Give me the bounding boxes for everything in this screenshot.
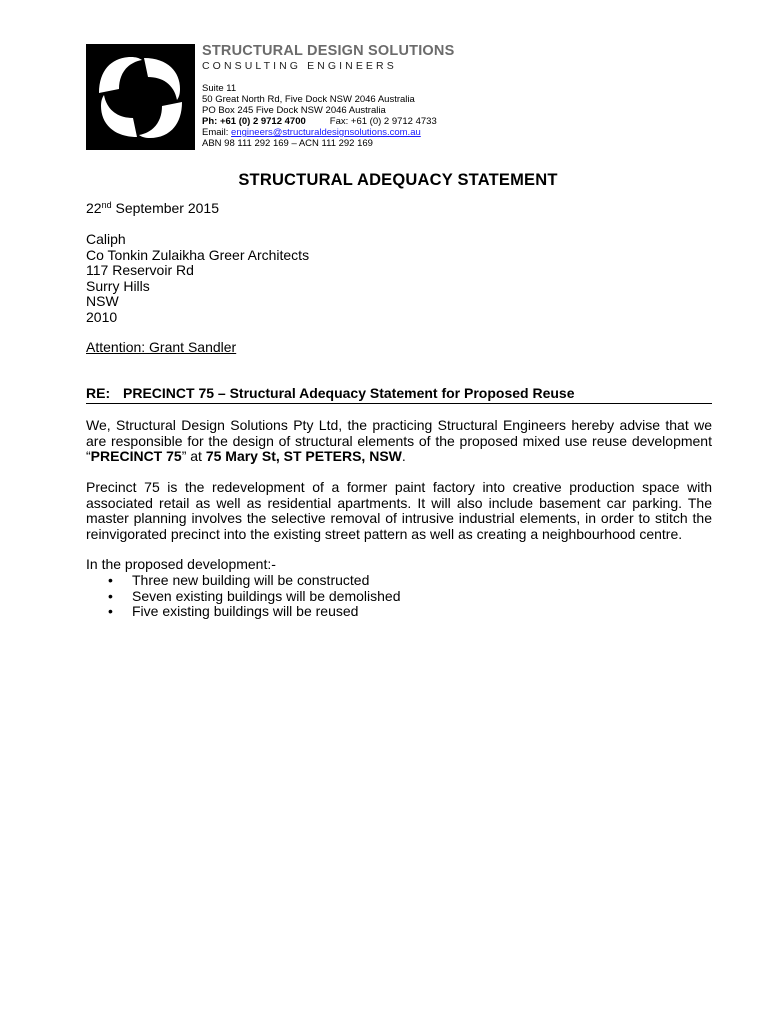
list-item-text: Seven existing buildings will be demolished	[132, 587, 401, 604]
company-address-block	[202, 83, 437, 149]
paragraph-description: Precinct 75 is the redevelopment of a former paint factory into creative production space with associated retail as well as residential apartments. It will also include basement car parking. The master planning involves the selective removal of intrusive industrial elements, in order to stitch the reinvigorated precinct into the existing street pattern as well as creating a neighbourhood centre.	[86, 479, 712, 542]
po-box-line: PO Box 245 Five Dock NSW 2046 Australia	[202, 105, 386, 116]
company-logo-icon	[86, 44, 195, 150]
date-rest: September 2015	[111, 200, 219, 216]
company-name: STRUCTURAL DESIGN SOLUTIONS	[202, 43, 455, 59]
subject-label: RE:	[86, 385, 111, 401]
email-line	[202, 127, 437, 138]
subject-line	[86, 386, 712, 404]
document-title: STRUCTURAL ADEQUACY STATEMENT	[238, 171, 558, 189]
recipient-line: Caliph	[86, 231, 126, 247]
fax-number: Fax: +61 (0) 2 9712 4733	[329, 116, 437, 127]
email-link[interactable]: engineers@structuraldesignsolutions.com.au	[231, 127, 421, 138]
bullet-icon: •	[108, 572, 113, 588]
project-name: PRECINCT 75	[90, 448, 182, 465]
street-address-line: 50 Great North Rd, Five Dock NSW 2046 Australia	[202, 94, 415, 105]
company-logo	[86, 44, 195, 150]
bullet-icon: •	[108, 587, 113, 604]
date-suffix: nd	[101, 200, 112, 210]
recipient-line: NSW	[86, 293, 119, 310]
suite-line: Suite 11	[202, 83, 237, 94]
paragraph-responsibility	[86, 418, 712, 465]
recipient-line: Co Tonkin Zulaikha Greer Architects	[86, 246, 310, 263]
list-item	[108, 573, 401, 589]
company-header	[202, 43, 454, 73]
list-item-text: Five existing buildings will be reused	[132, 603, 359, 620]
email-label: Email:	[202, 127, 232, 138]
bullet-icon: •	[108, 603, 113, 620]
abn-acn-line: ABN 98 111 292 169 – ACN 111 292 169	[202, 138, 373, 149]
attention-line: Attention: Grant Sandler	[86, 339, 237, 355]
project-address: 75 Mary St, ST PETERS, NSW	[205, 448, 402, 465]
recipient-line: 2010	[86, 308, 118, 325]
development-list	[108, 573, 401, 620]
recipient-address	[86, 232, 309, 326]
paragraph-intro: We, Structural Design Solutions Pty Ltd, the practicing Structural Engineers hereby advise that we are responsible for the design of structural elements of the proposed mixed use reuse development “	[86, 417, 712, 465]
paragraph-end: .	[401, 448, 406, 465]
list-item-text: Three new building will be constructed	[132, 572, 370, 588]
recipient-line: Surry Hills	[86, 277, 150, 294]
list-item	[108, 589, 401, 605]
paragraph-mid: ” at	[181, 448, 206, 465]
company-subtitle: CONSULTING ENGINEERS	[202, 60, 397, 72]
date-day: 22	[86, 200, 102, 216]
list-item	[108, 604, 401, 620]
development-intro: In the proposed development:-	[86, 556, 276, 572]
contact-line	[202, 116, 437, 127]
letter-date	[86, 201, 219, 217]
subject-text: PRECINCT 75 – Structural Adequacy Statement for Proposed Reuse	[123, 385, 575, 401]
recipient-line: 117 Reservoir Rd	[86, 262, 194, 279]
phone-number: Ph: +61 (0) 2 9712 4700	[202, 116, 306, 127]
